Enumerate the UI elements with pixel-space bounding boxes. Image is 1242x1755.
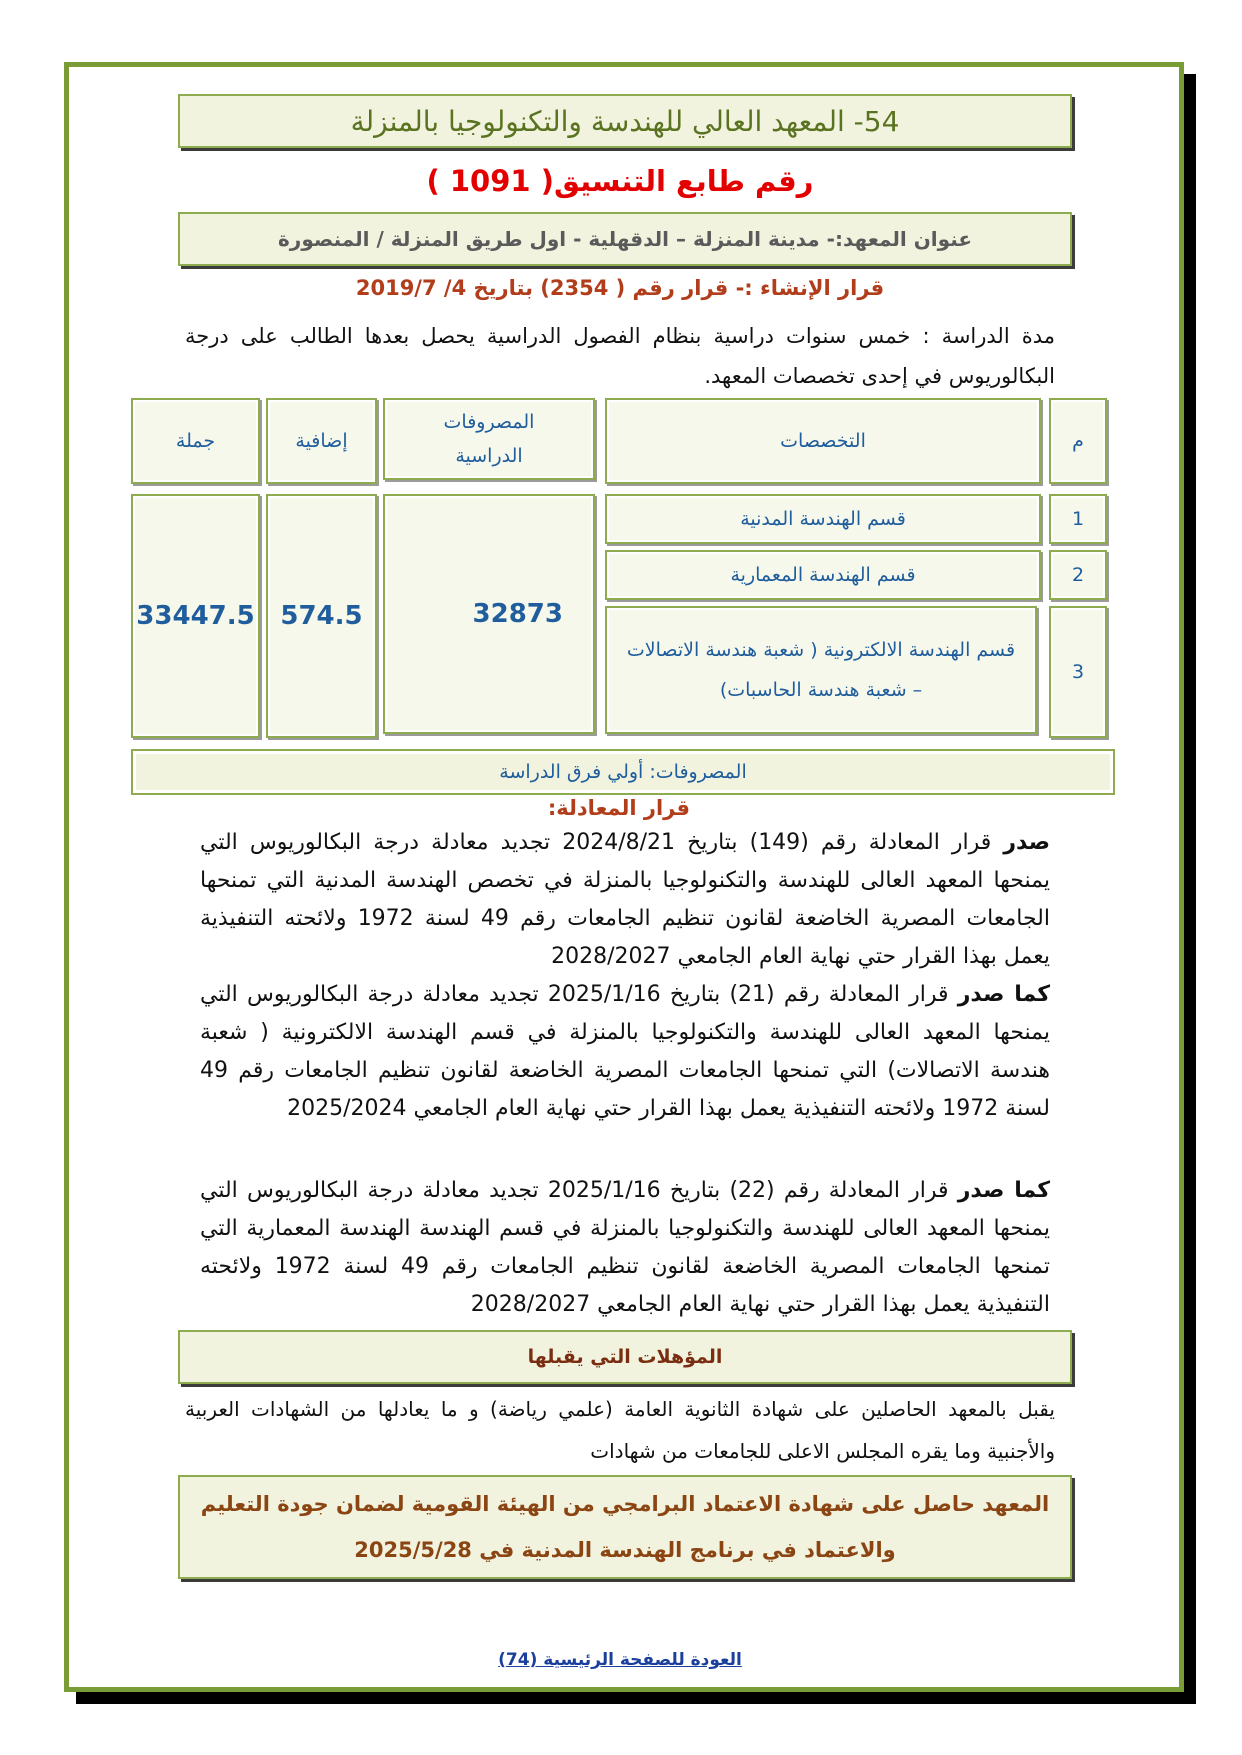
row-1-num: 1: [1049, 494, 1107, 544]
additional-value: 574.5: [266, 494, 377, 738]
qualifications-text: يقبل بالمعهد الحاصلين على شهادة الثانوية العامة (علمي رياضة) و ما يعادلها من الشهادات العربية والأجنبية وما يقره المجلس الاعلى للجامعات من شهادات: [185, 1397, 1055, 1463]
header-total: جملة: [131, 398, 260, 484]
accreditation-line-2: والاعتماد في برنامج الهندسة المدنية في 2025/5/28: [354, 1538, 896, 1562]
equivalency-lead: كما صدر: [957, 1178, 1051, 1203]
equivalency-text: قرار المعادلة رقم (149) بتاريخ 2024/8/21 تجديد معادلة درجة البكالوريوس التي يمنحها المعهد العالى للهندسة والتكنولوجيا بالمنزلة في تخصص الهندسة المدنية التي تمنحها الجامعات المصرية الخاضعة لقانون تنظيم الجامعات رقم 49 لسنة 1972 ولائحته التنفيذية يعمل بهذا القرار حتي نهاية العام الجامعي 2028/2027: [200, 830, 1050, 969]
back-to-home-link[interactable]: العودة للصفحة الرئيسية (74): [498, 1650, 742, 1670]
coordination-code: رقم طابع التنسيق( 1091 ): [426, 164, 814, 198]
header-additional: إضافية: [266, 398, 377, 484]
accreditation-box: [178, 1475, 1072, 1579]
header-num: م: [1049, 398, 1107, 484]
equivalency-item-3: [200, 1172, 1050, 1324]
fees-note: المصروفات: أولي فرق الدراسة: [131, 749, 1115, 795]
row-3-name: قسم الهندسة الالكترونية ( شعبة هندسة الاتصالات – شعبة هندسة الحاسبات): [605, 606, 1037, 734]
equivalency-item-2: [200, 976, 1050, 1128]
row-2-num: 2: [1049, 550, 1107, 600]
institute-title: 54- المعهد العالي للهندسة والتكنولوجيا بالمنزلة: [178, 94, 1072, 148]
equivalency-lead: صدر: [1003, 830, 1051, 855]
qualifications-title: المؤهلات التي يقبلها: [178, 1330, 1072, 1384]
equivalency-item-1: [200, 824, 1050, 976]
equivalency-lead: كما صدر: [957, 982, 1051, 1007]
row-3-num: 3: [1049, 606, 1107, 738]
equivalency-title: قرار المعادلة:: [547, 796, 690, 820]
total-value: 33447.5: [131, 494, 260, 738]
establishment-decree: قرار الإنشاء :- قرار رقم ( 2354) بتاريخ 4/ 2019/7: [355, 276, 885, 300]
equivalency-text: قرار المعادلة رقم (21) بتاريخ 2025/1/16 تجديد معادلة درجة البكالوريوس التي يمنحها المعهد العالى للهندسة والتكنولوجيا بالمنزلة في قسم الهندسة الالكترونية ( شعبة هندسة الاتصالات) التي تمنحها الجامعات المصرية الخاضعة لقانون تنظيم الجامعات رقم 49 لسنة 1972 ولائحته التنفيذية يعمل بهذا القرار حتي نهاية العام الجامعي 2025/2024: [200, 982, 1050, 1121]
tuition-value: 32873: [383, 494, 595, 734]
institute-address: عنوان المعهد:- مدينة المنزلة – الدقهلية - اول طريق المنزلة / المنصورة: [178, 212, 1072, 266]
accreditation-line-1: المعهد حاصل على شهادة الاعتماد البرامجي من الهيئة القومية لضمان جودة التعليم: [200, 1492, 1050, 1516]
header-specialization: التخصصات: [605, 398, 1041, 484]
row-2-name: قسم الهندسة المعمارية: [605, 550, 1041, 600]
equivalency-text: قرار المعادلة رقم (22) بتاريخ 2025/1/16 تجديد معادلة درجة البكالوريوس التي يمنحها المعهد العالى للهندسة والتكنولوجيا بالمنزلة في قسم الهندسة الهندسة المعمارية التي تمنحها الجامعات المصرية الخاضعة لقانون تنظيم الجامعات رقم 49 لسنة 1972 ولائحته التنفيذية يعمل بهذا القرار حتي نهاية العام الجامعي 2028/2027: [200, 1178, 1051, 1317]
header-tuition: المصروفات الدراسية: [383, 398, 595, 480]
row-1-name: قسم الهندسة المدنية: [605, 494, 1041, 544]
study-duration: مدة الدراسة : خمس سنوات دراسية بنظام الفصول الدراسية يحصل بعدها الطالب على درجة البكالوريوس في إحدى تخصصات المعهد.: [185, 324, 1055, 388]
